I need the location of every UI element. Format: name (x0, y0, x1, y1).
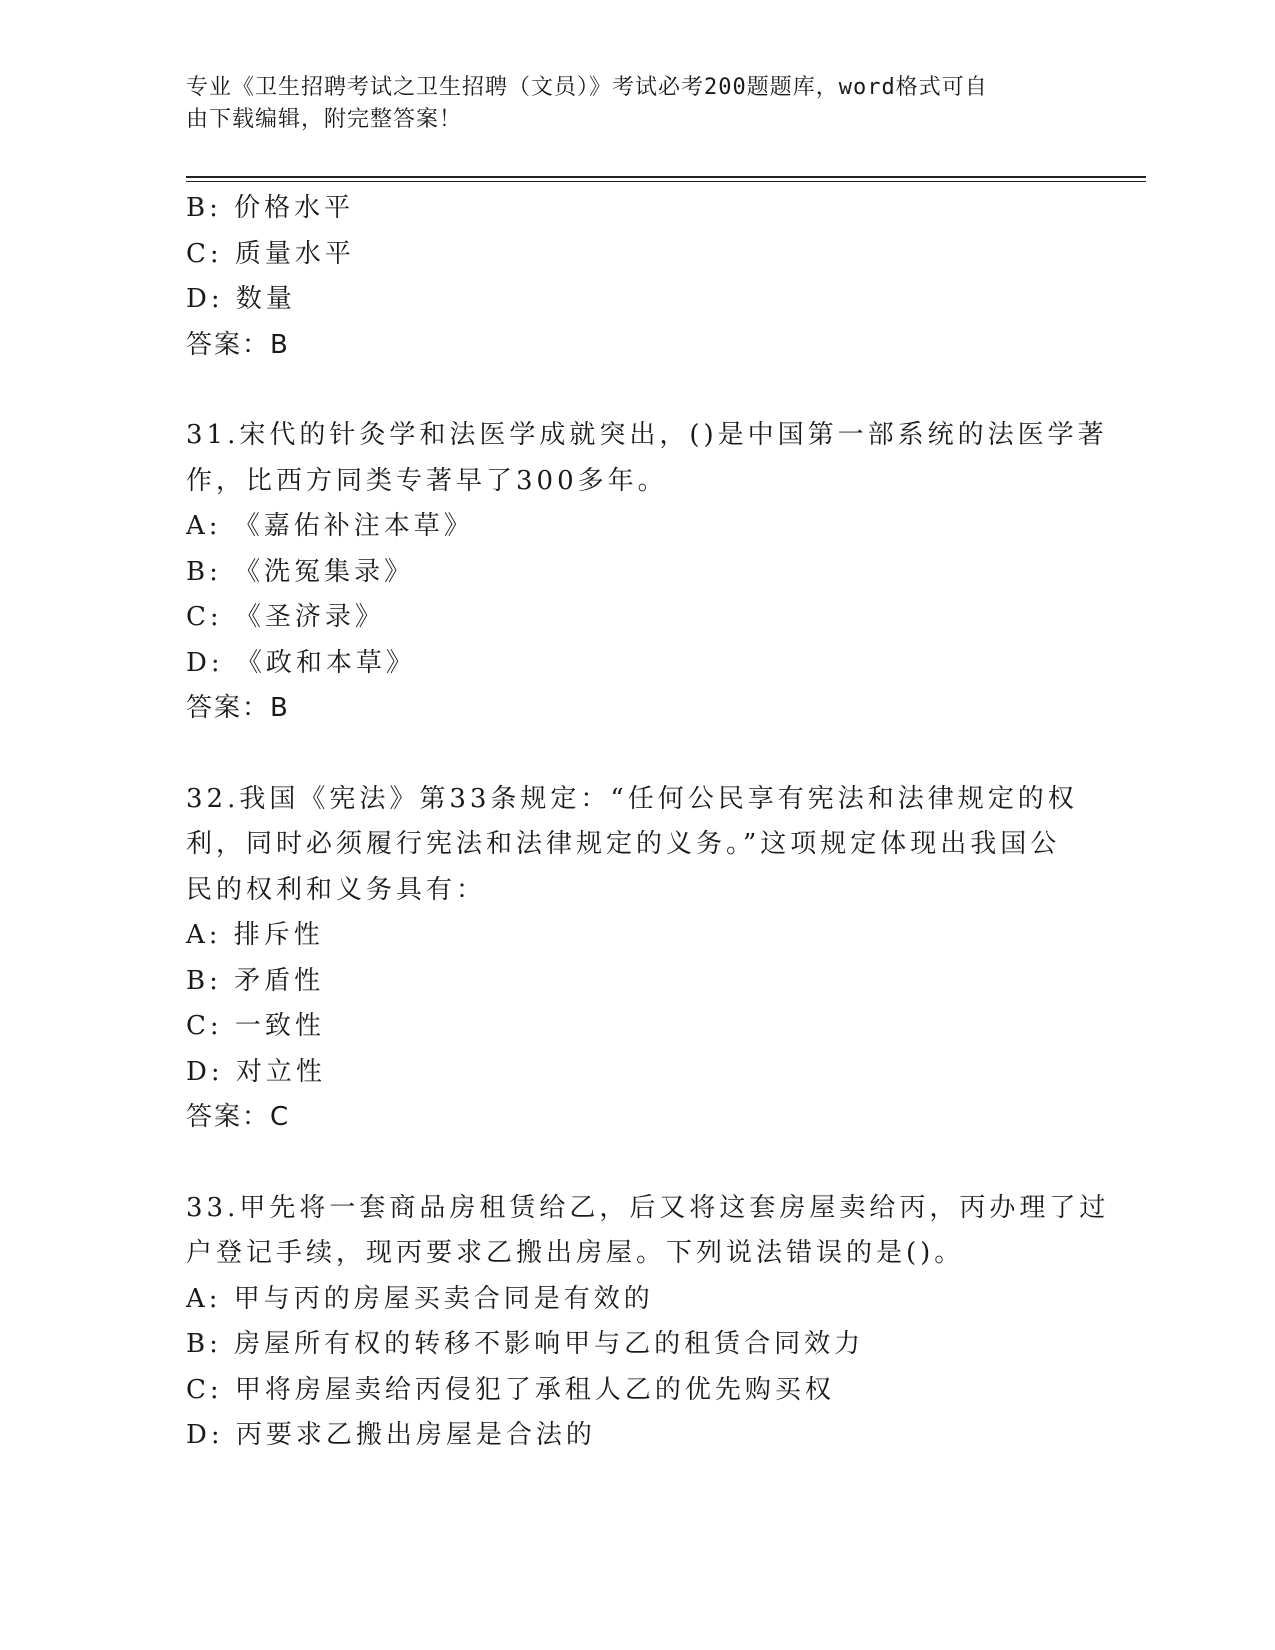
stem-line: 作，比西方同类专著早了300多年。 (186, 465, 668, 496)
header-line-1: 专业《卫生招聘考试之卫生招聘（文员）》考试必考200题题库，word格式可自 (186, 75, 988, 100)
option-d: D: 《政和本草》 (186, 647, 416, 678)
question-stem (186, 413, 1108, 504)
question-block-32 (186, 777, 1078, 1141)
answer-label: 答案：C (186, 1102, 291, 1132)
option-a: A: 排斥性 (186, 920, 324, 950)
question-list (186, 186, 1110, 1459)
document-header (186, 72, 1066, 136)
spacer (186, 1141, 1066, 1186)
option-d: D: 对立性 (186, 1056, 326, 1087)
header-divider-thick (186, 176, 1146, 178)
option-b: B: 矛盾性 (186, 965, 325, 996)
question-block-33 (186, 1186, 1110, 1459)
header-divider-thin (186, 181, 1146, 182)
option-d: D: 数量 (186, 284, 296, 314)
option-b: B: 房屋所有权的转移不影响甲与乙的租赁合同效力 (186, 1329, 865, 1359)
option-c: C: 《圣济录》 (186, 602, 385, 632)
option-a: A: 甲与丙的房屋买卖合同是有效的 (186, 1283, 654, 1314)
stem-line: 32.我国《宪法》第33条规定：“任何公民享有宪法和法律规定的权 (186, 783, 1078, 814)
option-d: D: 丙要求乙搬出房屋是合法的 (186, 1420, 596, 1450)
answer-label: 答案：B (186, 693, 290, 723)
stem-line: 31.宋代的针灸学和法医学成就突出，()是中国第一部系统的法医学著 (186, 420, 1108, 450)
option-c: C: 质量水平 (186, 238, 355, 269)
question-block-31 (186, 413, 1108, 732)
question-block-30 (186, 186, 1066, 368)
question-stem (186, 1186, 1110, 1277)
option-b: B: 《洗冤集录》 (186, 556, 415, 587)
option-c: C: 一致性 (186, 1011, 325, 1041)
option-c: C: 甲将房屋卖给丙侵犯了承租人乙的优先购买权 (186, 1374, 835, 1405)
spacer (186, 732, 1066, 777)
answer-label: 答案：B (186, 329, 290, 360)
stem-line: 户登记手续，现丙要求乙搬出房屋。下列说法错误的是()。 (186, 1238, 965, 1268)
option-a: A: 《嘉佑补注本草》 (186, 511, 474, 541)
stem-line: 33.甲先将一套商品房租赁给乙，后又将这套房屋卖给丙，丙办理了过 (186, 1192, 1110, 1223)
spacer (186, 368, 1066, 413)
option-b: B: 价格水平 (186, 193, 355, 223)
stem-line: 民的权利和义务具有： (186, 874, 487, 905)
question-stem (186, 777, 1078, 914)
stem-line: 利，同时必须履行宪法和法律规定的义务。”这项规定体现出我国公 (186, 829, 1061, 859)
header-line-2: 由下载编辑，附完整答案！ (186, 107, 463, 132)
